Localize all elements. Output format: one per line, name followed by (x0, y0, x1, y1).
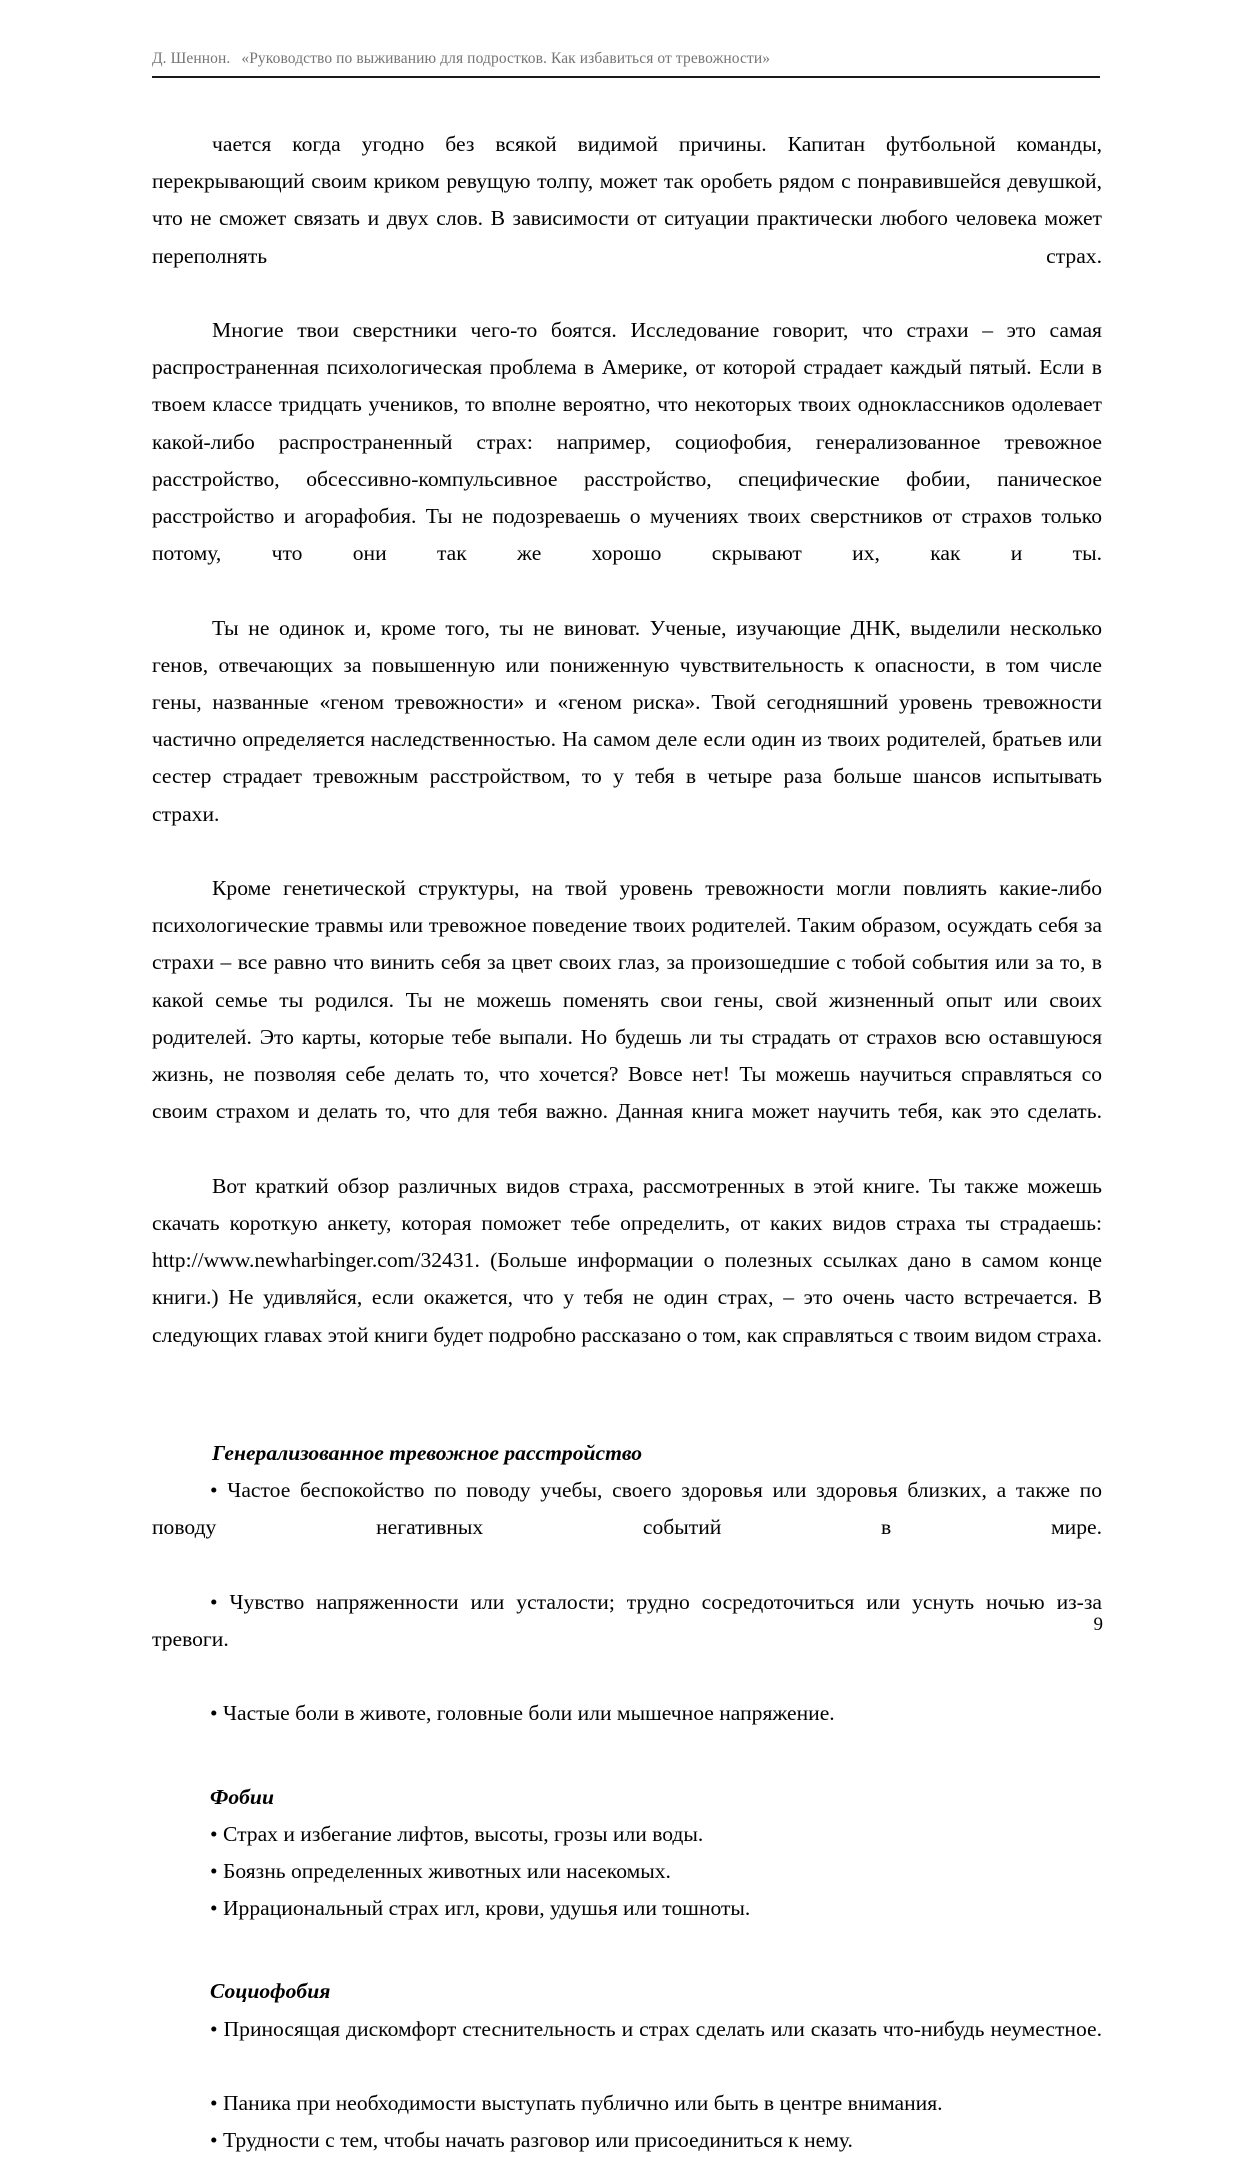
list-item: • Трудности с тем, чтобы начать разговор или присоединиться к нему. (210, 2128, 853, 2153)
running-head-title: «Руководство по выживанию для подростков. Как избавиться от тревожности» (241, 50, 771, 67)
spacer (152, 1391, 1102, 1435)
list-item: • Частые боли в животе, головные боли или мышечное напряжение. (210, 1701, 835, 1726)
section-social-phobia (152, 1973, 1102, 2159)
spacer (152, 1733, 1102, 1779)
spacer (152, 1927, 1102, 1973)
section-heading: Социофобия (210, 1979, 331, 2004)
body-paragraph: Вот краткий обзор различных видов страха, рассмотренных в этой книге. Ты также можешь скачать короткую анкету, которая поможет тебе определить, от каких видов страха ты страдаешь: http://www.newharbinger.com/32431. (Больше информации о полезных ссылках дано в самом конце книги.) Не удивляйся, если окажется, что у тебя не один страх, – это очень часто встречается. В следующих главах этой книги будет подробно рассказано о том, как справляться с твоим видом страха. (152, 1173, 1102, 1347)
list-item: • Иррациональный страх игл, крови, удушья или тошноты. (210, 1896, 751, 1921)
body-paragraph: Многие твои сверстники чего-то боятся. Исследование говорит, что страхи – это самая распространенная психологическая проблема в Америке, от которой страдает каждый пятый. Если в твоем классе тридцать учеников, то вполне вероятно, что некоторых твоих одноклассников одолевает какой-либо распространенный страх: например, социофобия, генерализованное тревожное расстройство, обсессивно-компульсивное расстройство, специфические фобии, паническое расстройство и агорафобия. Ты не подозреваешь о мучениях твоих сверстников от страхов только потому, что они так же хорошо скрывают их, как и ты. (152, 318, 1102, 566)
body-paragraph: Кроме генетической структуры, на твой уровень тревожности могли повлиять какие-либо психологические травмы или тревожное поведение твоих родителей. Таким образом, осуждать себя за страхи – все равно что винить себя за цвет своих глаз, за произошедшие с тобой события или за то, в какой семье ты родился. Ты не можешь поменять свои гены, свой жизненный опыт или своих родителей. Это карты, которые тебе выпали. Но будешь ли ты страдать от страхов всю оставшуюся жизнь, не позволяя себе делать то, что хочется? Вовсе нет! Ты можешь научиться справляться со своим страхом и делать то, что для тебя важно. Данная книга может научить тебя, как это сделать. (152, 876, 1102, 1124)
section-phobias (152, 1779, 1102, 1928)
page-number: 9 (1093, 1614, 1103, 1635)
section-bullet-list (152, 1816, 1102, 1928)
body-paragraph: чается когда угодно без всякой видимой причины. Капитан футбольной команды, перекрывающий своим криком ревущую толпу, может так оробеть рядом с понравившейся девушкой, что не сможет связать и двух слов. В зависимости от ситуации практически любого человека может переполнять страх. (152, 132, 1102, 268)
running-head-author: Д. Шеннон. (152, 50, 231, 67)
header-rule (152, 76, 1100, 78)
body-content (152, 126, 1102, 2159)
list-item: • Приносящая дискомфорт стеснительность и страх сделать или сказать что-нибудь неуместное. (210, 2016, 1102, 2041)
list-item: • Чувство напряженности или усталости; трудно сосредоточиться или уснуть ночью из-за тревоги. (152, 1589, 1102, 1651)
section-heading: Генерализованное тревожное расстройство (212, 1440, 643, 1465)
section-heading: Фобии (210, 1784, 274, 1809)
list-item: • Частое беспокойство по поводу учебы, своего здоровья или здоровья близких, а также по поводу негативных событий в мире. (152, 1478, 1102, 1540)
list-item: • Паника при необходимости выступать публично или быть в центре внимания. (210, 2090, 943, 2115)
section-bullet-list (152, 1472, 1102, 1732)
section-bullet-list (152, 2011, 1102, 2159)
list-item: • Страх и избегание лифтов, высоты, грозы или воды. (210, 1821, 704, 1846)
list-item: • Боязнь определенных животных или насекомых. (210, 1858, 671, 1883)
running-head (152, 50, 1100, 68)
section-gad (152, 1435, 1102, 1733)
body-paragraph: Ты не одинок и, кроме того, ты не виноват. Ученые, изучающие ДНК, выделили несколько генов, отвечающих за повышенную или пониженную чувствительность к опасности, в том числе гены, названные «геном тревожности» и «геном риска». Твой сегодняшний уровень тревожности частично определяется наследственностью. На самом деле если один из твоих родителей, братьев или сестер страдает тревожным расстройством, то у тебя в четыре раза больше шансов испытывать страхи. (152, 615, 1102, 826)
